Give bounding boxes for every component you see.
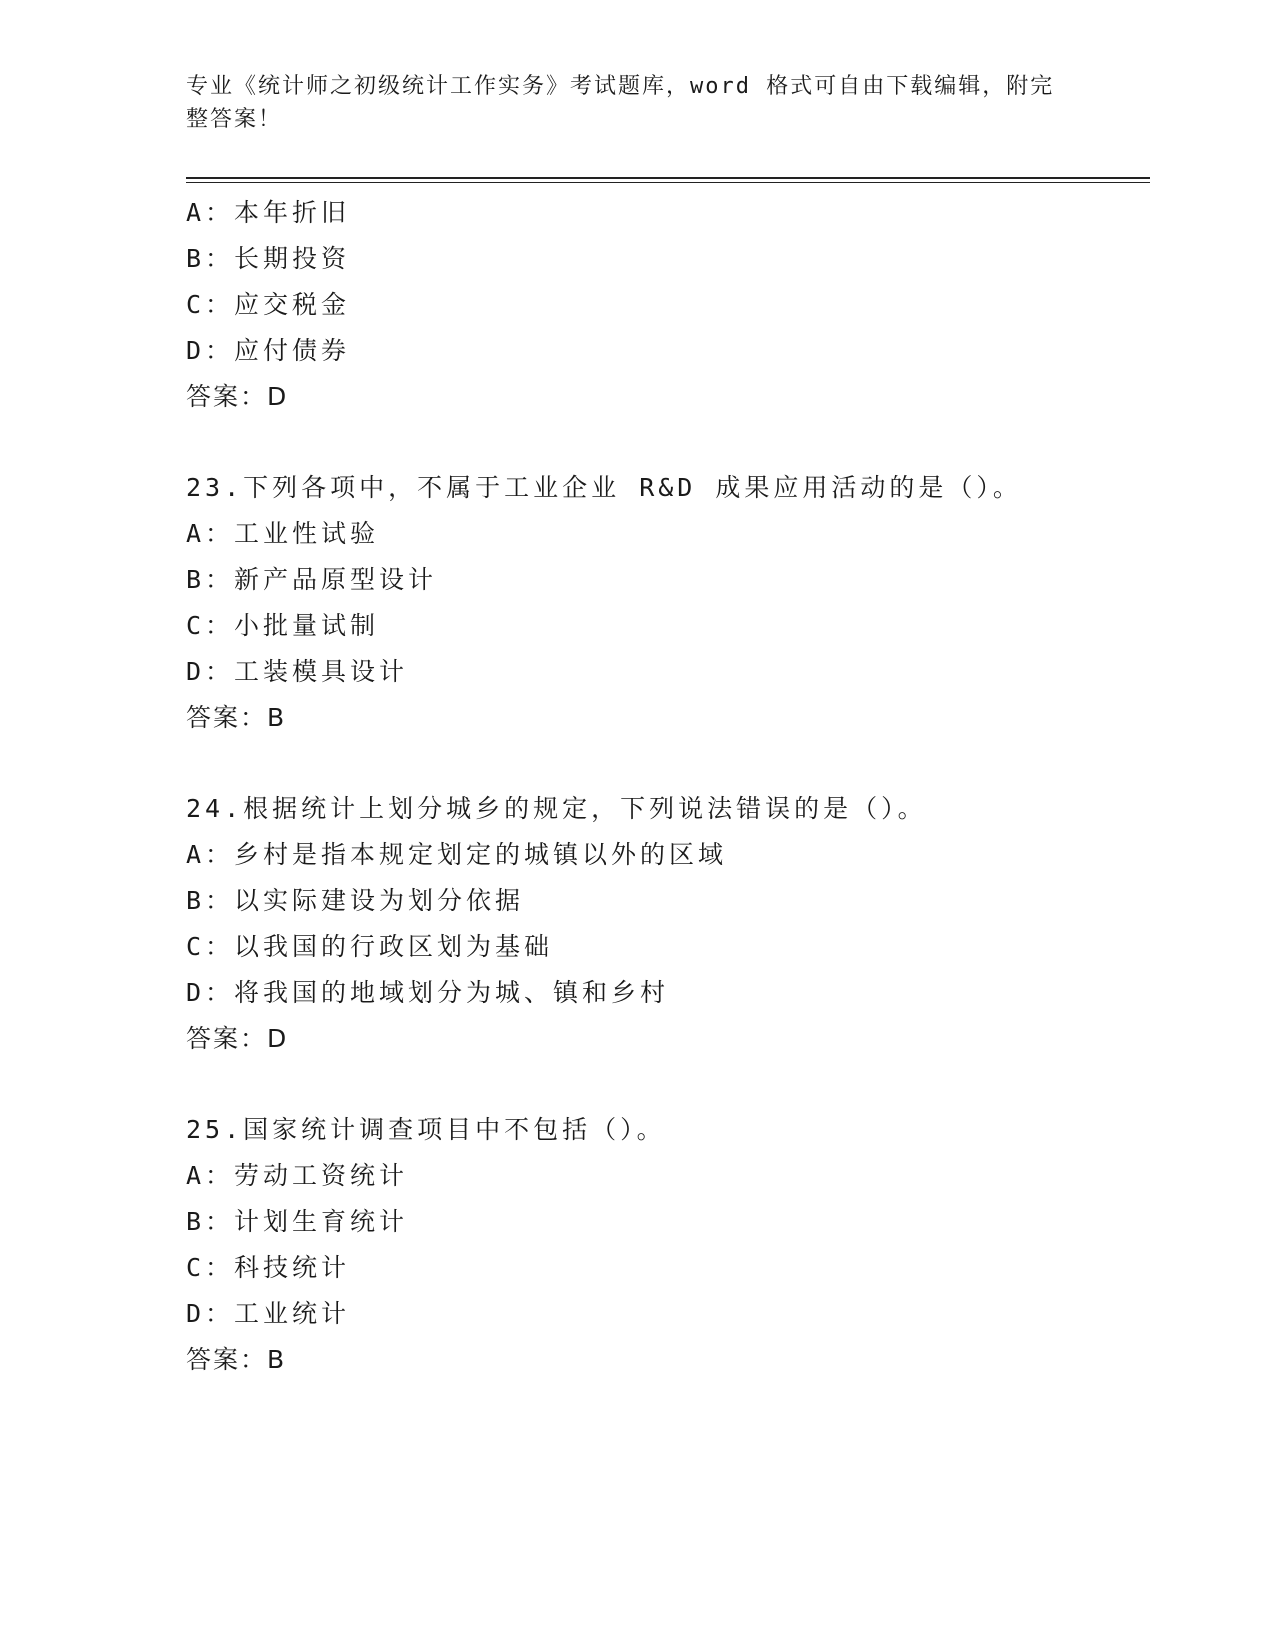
option-b: B：计划生育统计 [186, 1207, 409, 1236]
option-c: C：应交税金 [186, 290, 351, 319]
answer: 答案：B [186, 703, 287, 732]
answer: 答案：B [186, 1345, 287, 1374]
option-c: C：以我国的行政区划为基础 [186, 932, 554, 961]
answer: 答案：D [186, 1024, 289, 1053]
question-text: 24.根据统计上划分城乡的规定，下列说法错误的是（）。 [186, 794, 927, 823]
option-b: B：长期投资 [186, 244, 351, 273]
option-d: D：工装模具设计 [186, 657, 409, 686]
option-c: C：科技统计 [186, 1253, 351, 1282]
question-block-23 [186, 465, 1146, 741]
option-a: A：工业性试验 [186, 519, 380, 548]
option-d: D：将我国的地域划分为城、镇和乡村 [186, 978, 670, 1007]
option-d: D：工业统计 [186, 1299, 351, 1328]
option-a: A：乡村是指本规定划定的城镇以外的区域 [186, 840, 728, 869]
option-b: B：以实际建设为划分依据 [186, 886, 525, 915]
question-block-22 [186, 190, 1146, 420]
question-block-25 [186, 1107, 1146, 1383]
question-text: 25.国家统计调查项目中不包括（）。 [186, 1115, 666, 1144]
question-block-24 [186, 786, 1146, 1062]
document-header: 专业《统计师之初级统计工作实务》考试题库，word 格式可自由下载编辑，附完整答案！ [186, 74, 1055, 132]
option-b: B：新产品原型设计 [186, 565, 438, 594]
question-list [186, 190, 1146, 1383]
option-c: C：小批量试制 [186, 611, 380, 640]
option-a: A：本年折旧 [186, 198, 351, 227]
option-a: A：劳动工资统计 [186, 1161, 409, 1190]
option-d: D：应付债券 [186, 336, 351, 365]
answer: 答案：D [186, 382, 289, 411]
header-divider [186, 177, 1150, 183]
question-text: 23.下列各项中，不属于工业企业 R&D 成果应用活动的是（）。 [186, 473, 1022, 502]
